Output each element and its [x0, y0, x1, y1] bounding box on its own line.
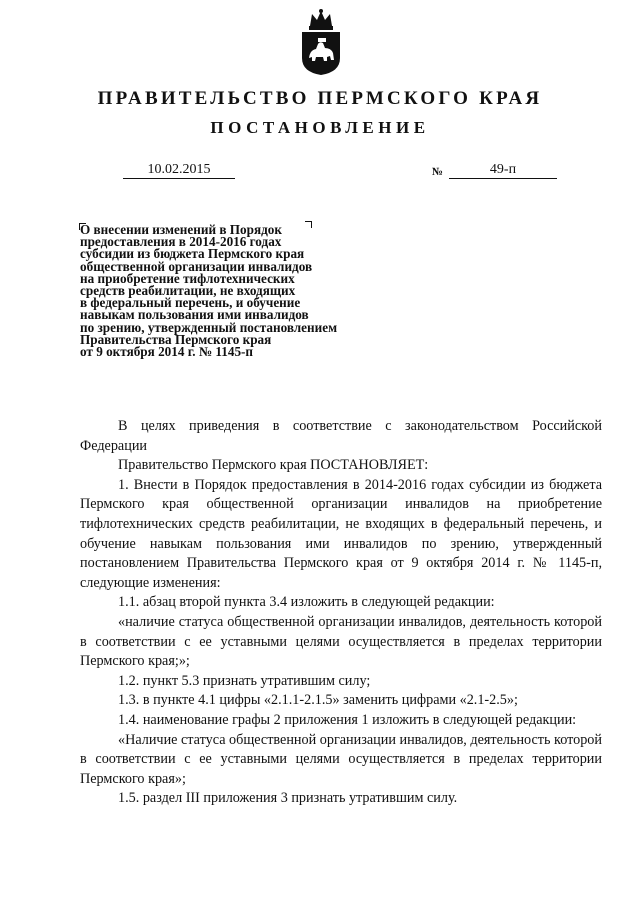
body-paragraph: 1.3. в пункте 4.1 цифры «2.1.1-2.1.5» заменить цифрами «2.1-2.5»;	[118, 692, 518, 709]
document-body	[80, 417, 602, 809]
government-title: ПРАВИТЕЛЬСТВО ПЕРМСКОГО КРАЯ	[97, 88, 543, 109]
document-type: ПОСТАНОВЛЕНИЕ	[210, 118, 430, 137]
document-subject	[80, 224, 400, 358]
subject-line: предоставления в 2014-2016 годах	[80, 234, 282, 250]
subject-line: в федеральный перечень, и обучение	[80, 295, 301, 311]
subject-line: Правительства Пермского края	[80, 331, 272, 347]
body-paragraph: 1. Внести в Порядок предоставления в 2014-2016 годах субсидии из бюджета Пермского края общественной организации инвалидов на приобретение тифлотехнических средств реабилитации, не входящих в федеральный перечень, и обучение навыкам пользования ими инвалидов по зрению, утвержденный постановлением Правительства Пермского края от 9 октября 2014 г. № 1145-п, следующие изменения:	[80, 476, 602, 591]
body-paragraph: В целях приведения в соответствие с законодательством Российской Федерации	[80, 418, 602, 454]
subject-line: средств реабилитации, не входящих	[80, 283, 296, 299]
subject-line: навыкам пользования ими инвалидов	[80, 307, 309, 323]
document-date: 10.02.2015	[123, 161, 235, 179]
subject-line: от 9 октября 2014 г. № 1145-п	[80, 344, 254, 360]
body-paragraph: «Наличие статуса общественной организации инвалидов, деятельность которой в соответствии с ее уставными целями осуществляется в пределах территории Пермского края»;	[80, 731, 602, 787]
subject-line: субсидии из бюджета Пермского края	[80, 246, 305, 262]
body-paragraph: «наличие статуса общественной организации инвалидов, деятельность которой в соответствии с ее уставными целями осуществляется в пределах территории Пермского края;»;	[80, 613, 602, 670]
body-paragraph: 1.4. наименование графы 2 приложения 1 изложить в следующей редакции:	[118, 711, 577, 728]
subject-line: на приобретение тифлотехнических	[80, 270, 295, 286]
subject-line: по зрению, утвержденный постановлением	[80, 319, 338, 335]
subject-line: общественной организации инвалидов	[80, 258, 313, 274]
body-paragraph: 1.2. пункт 5.3 признать утратившим силу;	[118, 672, 371, 689]
subject-line: О внесении изменений в Порядок	[80, 222, 282, 237]
body-paragraph: Правительство Пермского края ПОСТАНОВЛЯЕТ:	[118, 457, 429, 474]
body-paragraph: 1.5. раздел III приложения 3 признать утратившим силу.	[118, 790, 458, 807]
body-paragraph: 1.1. абзац второй пункта 3.4 изложить в следующей редакции:	[118, 594, 495, 611]
document-number: 49-п	[449, 161, 557, 179]
perm-krai-coat-of-arms-icon	[296, 8, 346, 76]
number-sign: №	[432, 166, 444, 178]
